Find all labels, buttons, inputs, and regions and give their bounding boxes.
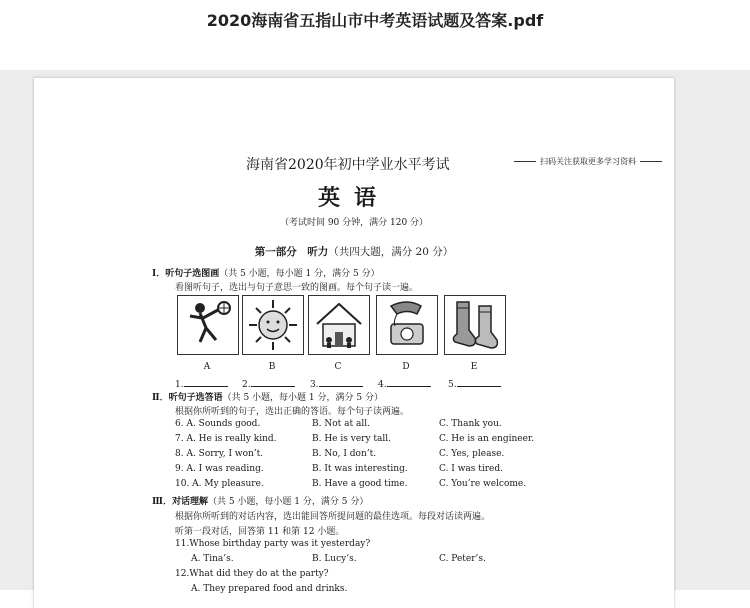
picture-c xyxy=(308,295,370,355)
question-11-option-c: C. Peter’s. xyxy=(439,554,486,564)
side-note-text: 扫码关注获取更多学习资料 xyxy=(540,157,636,166)
section1-note: （共 5 小题，每小题 1 分，满分 5 分） xyxy=(219,269,380,279)
part-title-main: 第一部分 听力 xyxy=(254,246,329,258)
picture-b xyxy=(242,295,304,355)
answer-blank-1: 1. xyxy=(175,377,228,390)
section2-instruction: 根据你所听到的句子，选出正确的答语。每个句子读两遍。 xyxy=(175,407,410,417)
picture-label-e: E xyxy=(470,362,478,372)
basketball-player-icon xyxy=(178,296,238,354)
section1-heading xyxy=(152,266,380,279)
question-8-option-b: B. No, I don’t. xyxy=(312,449,377,459)
pdf-viewer[interactable] xyxy=(0,70,750,594)
section2-heading xyxy=(152,390,383,403)
section2-note: （共 5 小题，每小题 1 分，满分 5 分） xyxy=(222,393,383,403)
pdf-page xyxy=(34,78,674,608)
question-12-stem: 12.What did they do at the party? xyxy=(175,569,329,579)
document-title: 2020海南省五指山市中考英语试题及答案.pdf xyxy=(206,11,544,30)
section1-instruction: 看图听句子，选出与句子意思一致的图画。每个句子读一遍。 xyxy=(175,283,419,293)
picture-e xyxy=(444,295,506,355)
question-6-option-b: B. Not at all. xyxy=(312,419,370,429)
question-10-option-a: 10. A. My pleasure. xyxy=(175,479,264,489)
subject-title: 英语 xyxy=(317,185,390,211)
question-11-stem: 11.Whose birthday party was it yesterday? xyxy=(175,539,371,549)
socks-icon xyxy=(445,296,505,354)
answer-blank-5: 5. xyxy=(448,377,501,390)
question-11-option-b: B. Lucy’s. xyxy=(312,554,357,564)
picture-label-d: D xyxy=(402,362,410,372)
question-7-option-a: 7. A. He is really kind. xyxy=(175,434,277,444)
answer-blank-2: 2. xyxy=(242,377,295,390)
answer-blank-4: 4. xyxy=(378,377,431,390)
section3-title: Ⅲ．对话理解 xyxy=(152,497,208,507)
divider xyxy=(514,161,536,162)
picture-a xyxy=(177,295,239,355)
exam-title: 海南省2020年初中学业水平考试 xyxy=(246,157,450,173)
question-10-option-c: C. You’re welcome. xyxy=(439,479,527,489)
house-icon xyxy=(309,296,369,354)
sun-icon xyxy=(243,296,303,354)
document-header xyxy=(0,0,750,70)
section3-sub-instruction: 听第一段对话，回答第 11 和第 12 小题。 xyxy=(175,527,345,537)
picture-d xyxy=(376,295,438,355)
picture-label-c: C xyxy=(334,362,342,372)
question-12-option-a: A. They prepared food and drinks. xyxy=(191,584,348,594)
question-7-option-b: B. He is very tall. xyxy=(312,434,391,444)
picture-label-a: A xyxy=(203,362,211,372)
section1-title: Ⅰ．听句子选图画 xyxy=(152,269,220,279)
section3-instruction: 根据你所听到的对话内容，选出能回答所提问题的最佳选项。每段对话读两遍。 xyxy=(175,512,491,522)
question-9-option-b: B. It was interesting. xyxy=(312,464,408,474)
question-8-option-c: C. Yes, please. xyxy=(439,449,505,459)
question-6-option-a: 6. A. Sounds good. xyxy=(175,419,261,429)
telephone-icon xyxy=(377,296,437,354)
question-7-option-c: C. He is an engineer. xyxy=(439,434,535,444)
question-10-option-b: B. Have a good time. xyxy=(312,479,408,489)
section3-heading xyxy=(152,494,368,507)
picture-label-b: B xyxy=(268,362,276,372)
question-11-option-a: A. Tina’s. xyxy=(191,554,234,564)
question-9-option-a: 9. A. I was reading. xyxy=(175,464,264,474)
section2-title: Ⅱ．听句子选答语 xyxy=(152,393,223,403)
exam-info: （考试时间 90 分钟，满分 120 分） xyxy=(279,218,429,228)
part-title-note: （共四大题，满分 20 分） xyxy=(328,246,454,258)
side-note xyxy=(510,156,666,167)
section3-note: （共 5 小题，每小题 1 分，满分 5 分） xyxy=(207,497,369,507)
divider xyxy=(640,161,662,162)
question-9-option-c: C. I was tired. xyxy=(439,464,503,474)
part-title xyxy=(34,244,674,259)
question-8-option-a: 8. A. Sorry, I won’t. xyxy=(175,449,264,459)
question-6-option-c: C. Thank you. xyxy=(439,419,502,429)
answer-blank-3: 3. xyxy=(310,377,363,390)
